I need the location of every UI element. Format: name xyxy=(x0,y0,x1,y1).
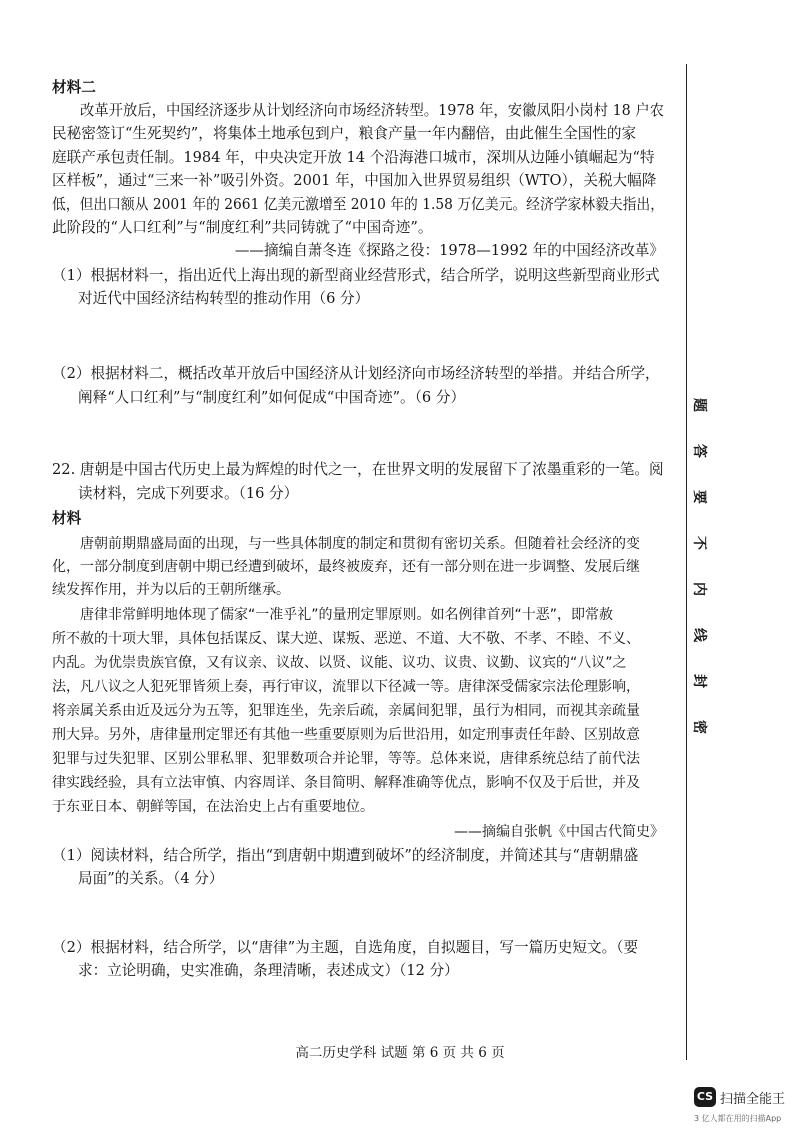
q22-sub1-line: （1）阅读材料，结合所学，指出“到唐朝中期遭到破坏”的经济制度，并简述其与“唐朝鼎盛 xyxy=(52,847,639,864)
material2-label: 材料二 xyxy=(52,79,96,96)
material2-line: 庭联产承包责任制。1984 年，中央决定开放 14 个沿海港口城市，深圳从边陲小镇崛起为“特 xyxy=(52,149,655,166)
material2-line: 区样板”，通过“三来一补”吸引外资。2001 年，中国加入世界贸易组织（WTO），关税大幅降 xyxy=(52,172,657,189)
material2-line: 民秘密签订“生死契约”，将集体土地承包到户，粮食产量一年内翻倍，由此催生全国性的家 xyxy=(52,125,637,142)
seal-char: 答 xyxy=(691,444,707,458)
q22-material-label: 材料 xyxy=(52,510,82,527)
q22-sub2-line: 求：立论明确，史实准确，条理清晰，表述成文）（12 分） xyxy=(78,962,459,979)
q22-stem-line: 读材料，完成下列要求。（16 分） xyxy=(78,485,299,502)
seal-char: 内 xyxy=(691,582,707,596)
q22-sub2-line: （2）根据材料，结合所学，以“唐律”为主题，自选角度，自拟题目，写一篇历史短文。（要 xyxy=(52,939,639,956)
seal-char: 线 xyxy=(691,628,707,642)
q21-sub2-line: （2）根据材料二，概括改革开放后中国经济从计划经济向市场经济转型的举措。并结合所学， xyxy=(52,365,660,382)
q22-material-line: 律实践经验，具有立法审慎、内容周详、条目简明、解释准确等优点，影响不仅及于后世，并及 xyxy=(52,775,640,791)
page-footer: 高二历史学科 试题 第 6 页 共 6 页 xyxy=(295,1045,505,1061)
scanner-watermark xyxy=(694,1087,800,1132)
material2-line: 低，但出口额从 2001 年的 2661 亿美元激增至 2010 年的 1.58 万亿美元。经济学家林毅夫指出， xyxy=(52,196,665,213)
q21-sub2-line: 阐释“人口红利”与“制度红利”如何促成“中国奇迹”。（6 分） xyxy=(78,389,466,406)
camscanner-logo-icon: CS xyxy=(694,1087,716,1107)
q22-material-line: 刑大异。另外，唐律量刑定罪还有其他一些重要原则为后世沿用，如定刑事责任年龄、区别故意 xyxy=(52,727,640,743)
q22-material-line: 续发挥作用，并为以后的王朝所继承。 xyxy=(52,582,290,598)
q21-sub1-line: （1）根据材料一，指出近代上海出现的新型商业经营形式，结合所学，说明这些新型商业形式 xyxy=(52,267,660,284)
binding-margin-line xyxy=(686,64,687,1060)
q21-sub1-line: 对近代中国经济结构转型的推动作用（6 分） xyxy=(78,290,370,307)
q22-material-line: 于东亚日本、朝鲜等国，在法治史上占有重要地位。 xyxy=(52,799,374,815)
q22-material-line: 唐朝前期鼎盛局面的出现，与一些具体制度的制定和贯彻有密切关系。但随着社会经济的变 xyxy=(80,536,640,552)
seal-char: 不 xyxy=(691,536,707,550)
material2-line: 改革开放后，中国经济逐步从计划经济向市场经济转型。1978 年，安徽凤阳小岗村 18 户农 xyxy=(80,102,665,119)
q22-sub1-line: 局面”的关系。（4 分） xyxy=(78,870,224,887)
scanner-subtitle: 3 亿人都在用的扫描App xyxy=(694,1114,782,1123)
q22-material-line: 化，一部分制度到唐朝中期已经遭到破坏，最终被废弃，还有一部分则在进一步调整、发展后继 xyxy=(52,559,640,575)
material2-source: ——摘编自萧冬连《探路之役：1978—1992 年的中国经济改革》 xyxy=(234,242,664,259)
q22-material-line: 犯罪与过失犯罪、区别公罪私罪、犯罪数项合并论罪，等等。总体来说，唐律系统总结了前代法 xyxy=(52,751,640,767)
material2-line: 此阶段的“人口红利”与“制度红利”共同铸就了“中国奇迹”。 xyxy=(52,219,433,236)
seal-char: 题 xyxy=(691,398,707,412)
q22-material-line: 法，凡八议之人犯死罪皆须上奏，再行审议，流罪以下径减一等。唐律深受儒家宗法伦理影响， xyxy=(52,679,640,695)
q22-material-line: 所不赦的十项大罪，具体包括谋反、谋大逆、谋叛、恶逆、不道、大不敬、不孝、不睦、不义、 xyxy=(52,631,640,647)
q22-material-line: 内乱。为优崇贵族官僚，又有议亲、议故、以贤、议能、议功、议贵、议勤、议宾的“八议”之 xyxy=(52,655,627,671)
q22-stem-line: 22. 唐朝是中国古代历史上最为辉煌的时代之一，在世界文明的发展留下了浓墨重彩的一笔。阅 xyxy=(52,461,664,478)
q22-source: ——摘编自张帆《中国古代简史》 xyxy=(454,824,664,840)
q22-material-line: 将亲属关系由近及远分为五等，犯罪连坐，先亲后疏，亲属间犯罪，虽行为相同，而视其亲疏量 xyxy=(52,703,640,719)
scanner-title: 扫描全能王 xyxy=(720,1092,786,1107)
seal-char: 封 xyxy=(691,674,707,688)
seal-char: 要 xyxy=(691,490,707,504)
seal-char: 密 xyxy=(691,720,707,734)
q22-material-line: 唐律非常鲜明地体现了儒家“一准乎礼”的量刑定罪原则。如名例律首列“十恶”，即常赦 xyxy=(80,607,614,623)
